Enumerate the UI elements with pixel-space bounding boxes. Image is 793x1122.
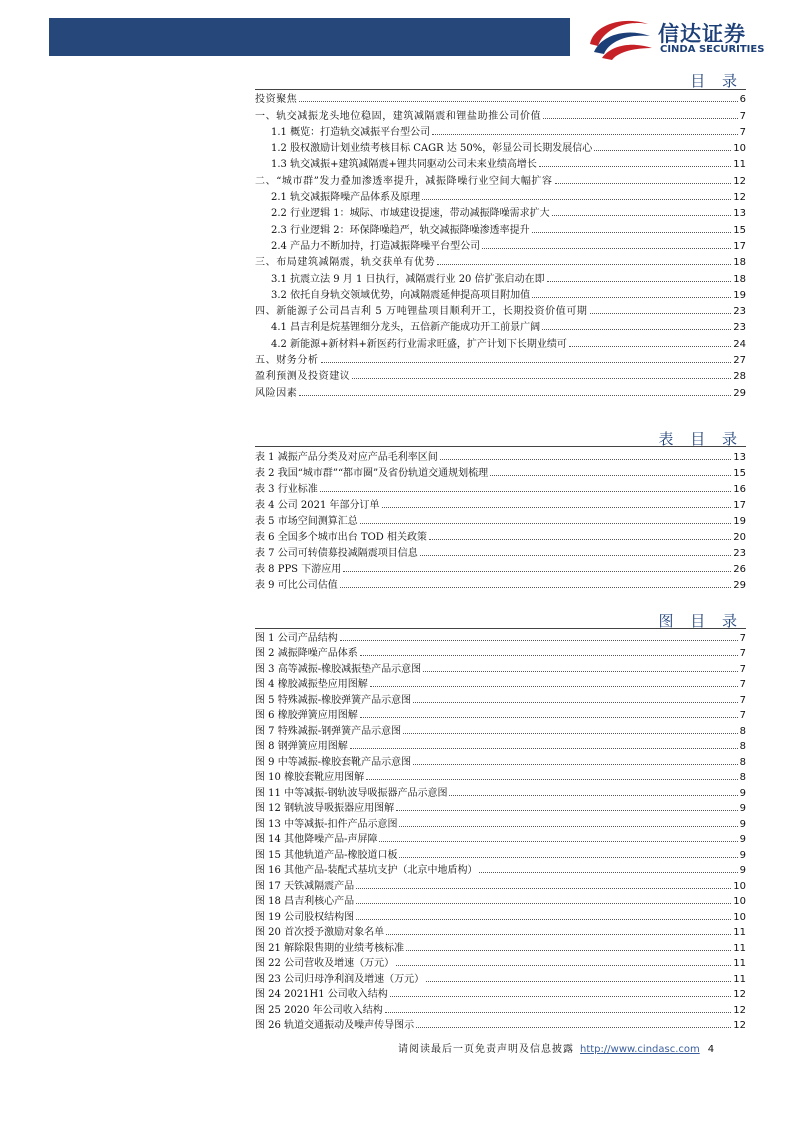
figure-entry-label: 图 16 其他产品-装配式基坑支护（北京中地盾构） xyxy=(255,865,478,876)
table-entry-page: 23 xyxy=(733,548,746,559)
table-entry-page: 29 xyxy=(733,580,746,591)
figure-entry-label: 图 8 钢弹簧应用图解 xyxy=(255,741,348,752)
toc-entry-page: 7 xyxy=(739,126,746,138)
figure-entry-page: 7 xyxy=(739,679,746,690)
toc-entry-label: 3.2 依托自身轨交领域优势，向减隔震延伸提高项目附加值 xyxy=(271,289,531,301)
toc-entry-label: 1.3 轨交减振+建筑减隔震+锂共同驱动公司未来业绩高增长 xyxy=(271,159,537,171)
figure-entry-page: 9 xyxy=(739,818,746,830)
toc-entry-page: 24 xyxy=(733,338,746,350)
table-entry-page: 16 xyxy=(733,484,746,495)
toc-entry-label: 二、“城市群”发力叠加渗透率提升，减振降噪行业空间大幅扩容 xyxy=(255,175,553,187)
dot-leader xyxy=(416,1027,731,1028)
figure-entry-page: 7 xyxy=(739,648,746,659)
toc-entry[interactable] xyxy=(255,219,746,235)
brand-name-cn: 信达证券 xyxy=(658,22,746,46)
table-entry[interactable] xyxy=(255,543,746,559)
figure-entry-label: 图 24 2021H1 公司收入结构 xyxy=(255,989,388,1000)
figure-entry-label: 图 20 首次授予激励对象名单 xyxy=(255,927,385,938)
dot-leader xyxy=(440,459,732,460)
toc-entry[interactable] xyxy=(255,89,746,105)
toc-entry-label: 1.1 概览：打造轨交减振平台型公司 xyxy=(271,126,431,138)
toc-entry-label: 投资聚焦 xyxy=(255,94,298,106)
figure-entry-label: 图 14 其他降噪产品-声屏障 xyxy=(255,834,378,845)
toc-entry-page: 17 xyxy=(733,240,746,252)
dot-leader xyxy=(370,686,738,687)
figure-entry-label: 图 4 橡胶减振垫应用图解 xyxy=(255,679,368,690)
dot-leader xyxy=(399,826,737,827)
table-index-title: 表 目 录 xyxy=(658,430,743,448)
toc-entry[interactable] xyxy=(255,236,746,252)
figure-entry[interactable] xyxy=(255,938,746,954)
table-entry-label: 表 7 公司可转债募投减隔震项目信息 xyxy=(255,548,418,559)
footer-website-link[interactable]: http://www.cindasc.com xyxy=(580,1044,700,1055)
figure-entry[interactable] xyxy=(255,1000,746,1016)
figure-entry-page: 10 xyxy=(733,880,746,892)
figure-entry-label: 图 17 天铁减隔震产品 xyxy=(255,880,355,892)
dot-leader xyxy=(590,313,732,314)
figure-entry[interactable] xyxy=(255,644,746,660)
page-footer xyxy=(398,1040,743,1055)
figure-entry[interactable] xyxy=(255,690,746,706)
dot-leader xyxy=(406,950,731,951)
figure-entry-page: 10 xyxy=(733,896,746,907)
figure-entry-page: 10 xyxy=(733,911,746,923)
figure-entry-page: 9 xyxy=(739,849,746,861)
figure-entry-label: 图 23 公司归母净利润及增速（万元） xyxy=(255,973,425,985)
figure-entry[interactable] xyxy=(255,783,746,799)
table-entry-label: 表 5 市场空间测算汇总 xyxy=(255,516,358,527)
table-entry-label: 表 9 可比公司估值 xyxy=(255,580,338,591)
figure-entry-label: 图 18 昌吉利核心产品 xyxy=(255,896,355,907)
toc-entry-label: 一、轨交减振龙头地位稳固，建筑减隔震和锂盐助推公司价值 xyxy=(255,110,542,122)
figure-entry-label: 图 10 橡胶套靴应用图解 xyxy=(255,772,365,783)
toc-entry-label: 3.1 抗震立法 9 月 1 日执行，减隔震行业 20 倍扩张启动在即 xyxy=(271,273,545,285)
dot-leader xyxy=(356,903,731,904)
toc-entry-label: 2.4 产品力不断加持，打造减振降噪平台型公司 xyxy=(271,240,481,252)
dot-leader xyxy=(482,248,731,249)
table-entry[interactable] xyxy=(255,559,746,575)
toc-title: 目 录 xyxy=(690,72,743,90)
toc-entry-page: 10 xyxy=(733,143,746,155)
dot-leader xyxy=(390,996,731,997)
toc-entry[interactable] xyxy=(255,252,746,268)
toc-list xyxy=(255,89,746,399)
page-number: 4 xyxy=(707,1044,715,1055)
figure-entry-page: 8 xyxy=(739,725,746,737)
dot-leader xyxy=(356,888,731,889)
toc-entry-page: 28 xyxy=(733,371,746,383)
toc-entry-page: 23 xyxy=(733,306,746,318)
toc-entry-page: 19 xyxy=(733,289,746,301)
toc-entry[interactable] xyxy=(255,333,746,349)
toc-entry-page: 15 xyxy=(733,224,746,236)
toc-entry-page: 29 xyxy=(733,387,746,399)
dot-leader xyxy=(437,264,731,265)
figure-entry-page: 7 xyxy=(739,694,746,706)
dot-leader xyxy=(420,555,732,556)
header-bar xyxy=(49,18,570,56)
figure-entry-label: 图 25 2020 年公司收入结构 xyxy=(255,1004,383,1016)
figure-entry-label: 图 3 高等减振-橡胶减振垫产品示意图 xyxy=(255,663,422,675)
table-entry-page: 17 xyxy=(733,500,746,511)
dot-leader xyxy=(532,232,732,233)
toc-entry[interactable] xyxy=(255,203,746,219)
dot-leader xyxy=(539,166,731,167)
toc-entry[interactable] xyxy=(255,317,746,333)
table-entry[interactable] xyxy=(255,463,746,479)
figure-entry-label: 图 19 公司股权结构图 xyxy=(255,911,355,923)
figure-entry-label: 图 22 公司营收及增速（万元） xyxy=(255,958,395,969)
figure-entry-page: 9 xyxy=(739,803,746,814)
dot-leader xyxy=(396,965,731,966)
figure-entry[interactable] xyxy=(255,737,746,753)
dot-leader xyxy=(423,671,738,672)
toc-entry-label: 五、财务分析 xyxy=(255,355,319,367)
toc-entry-page: 7 xyxy=(739,110,746,122)
toc-entry-page: 12 xyxy=(733,175,746,187)
dot-leader xyxy=(360,717,738,718)
toc-entry-label: 2.2 行业逻辑 1：城际、市域建设提速，带动减振降噪需求扩大 xyxy=(271,208,550,220)
figure-entry-page: 12 xyxy=(733,1020,746,1031)
dot-leader xyxy=(555,183,732,184)
toc-entry-page: 13 xyxy=(733,208,746,220)
figure-entry-page: 7 xyxy=(739,632,746,644)
figure-entry-label: 图 21 解除限售期的业绩考核标准 xyxy=(255,942,405,954)
figure-entry-page: 11 xyxy=(733,958,746,969)
dot-leader xyxy=(403,733,738,734)
figure-entry-label: 图 26 轨道交通振动及噪声传导图示 xyxy=(255,1020,415,1031)
dot-leader xyxy=(352,378,731,379)
dot-leader xyxy=(594,150,731,151)
dot-leader xyxy=(532,297,731,298)
figure-entry[interactable] xyxy=(255,1016,746,1032)
table-entry-label: 表 4 公司 2021 年部分订单 xyxy=(255,500,380,511)
toc-entry-page: 12 xyxy=(733,192,746,204)
figure-entry-page: 9 xyxy=(739,787,746,799)
figure-entry-page: 12 xyxy=(733,1004,746,1016)
dot-leader xyxy=(479,872,737,873)
table-entry[interactable] xyxy=(255,447,746,463)
toc-entry[interactable] xyxy=(255,105,746,121)
dot-leader xyxy=(386,934,731,935)
toc-entry[interactable] xyxy=(255,382,746,398)
dot-leader xyxy=(413,764,738,765)
dot-leader xyxy=(449,795,737,796)
figure-index-title: 图 目 录 xyxy=(658,612,743,630)
toc-entry-label: 1.2 股权激励计划业绩考核目标 CAGR 达 50%，彰显公司长期发展信心 xyxy=(271,143,593,155)
figure-entry[interactable] xyxy=(255,814,746,830)
company-logo xyxy=(584,14,784,62)
dot-leader xyxy=(426,981,731,982)
figure-entry[interactable] xyxy=(255,969,746,985)
toc-entry-page: 18 xyxy=(733,257,746,269)
dot-leader xyxy=(396,810,738,811)
toc-entry-label: 4.1 昌吉利是烷基锂细分龙头，五倍新产能成功开工前景广阔 xyxy=(271,322,541,334)
dot-leader xyxy=(350,748,738,749)
figure-entry[interactable] xyxy=(255,876,746,892)
table-entry-label: 表 3 行业标准 xyxy=(255,484,318,495)
toc-entry[interactable] xyxy=(255,301,746,317)
dot-leader xyxy=(299,395,731,396)
footer-disclaimer: 请阅读最后一页免责声明及信息披露 xyxy=(398,1044,574,1055)
table-entry[interactable] xyxy=(255,527,746,543)
toc-entry[interactable] xyxy=(255,268,746,284)
figure-entry[interactable] xyxy=(255,954,746,970)
table-entry[interactable] xyxy=(255,479,746,495)
toc-entry[interactable] xyxy=(255,138,746,154)
dot-leader xyxy=(379,841,737,842)
toc-entry-page: 27 xyxy=(733,355,746,367)
dot-leader xyxy=(413,702,738,703)
dot-leader xyxy=(429,539,731,540)
toc-entry-page: 23 xyxy=(733,322,746,334)
dot-leader xyxy=(399,857,737,858)
table-entry-page: 20 xyxy=(733,532,746,543)
dot-leader xyxy=(360,523,732,524)
table-entry-page: 19 xyxy=(733,516,746,527)
toc-entry-label: 2.3 行业逻辑 2：环保降噪趋严，轨交减振降噪渗透率提升 xyxy=(271,224,530,236)
toc-entry[interactable] xyxy=(255,154,746,170)
figure-entry[interactable] xyxy=(255,768,746,784)
figure-entry-page: 9 xyxy=(739,865,746,876)
dot-leader xyxy=(547,281,732,282)
toc-entry-page: 6 xyxy=(739,94,746,106)
figure-entry-label: 图 5 特殊减振-橡胶弹簧产品示意图 xyxy=(255,694,412,706)
figure-entry-label: 图 11 中等减振-钢轨波导吸振器产品示意图 xyxy=(255,787,448,799)
figure-entry-label: 图 12 钢轨波导吸振器应用图解 xyxy=(255,803,395,814)
toc-entry[interactable] xyxy=(255,187,746,203)
figure-entry-label: 图 15 其他轨道产品-橡胶道口板 xyxy=(255,849,398,861)
toc-entry-label: 2.1 轨交减振降噪产品体系及原理 xyxy=(271,192,421,204)
figure-entry-page: 8 xyxy=(739,741,746,752)
figure-entry[interactable] xyxy=(255,721,746,737)
brand-name-en: CINDA SECURITIES xyxy=(660,44,765,55)
toc-entry-label: 四、新能源子公司昌吉利 5 万吨锂盐项目顺利开工，长期投资价值可期 xyxy=(255,306,588,318)
dot-leader xyxy=(340,640,738,641)
table-entry-label: 表 8 PPS 下游应用 xyxy=(255,564,342,575)
figure-entry[interactable] xyxy=(255,675,746,691)
figure-entry-page: 8 xyxy=(739,772,746,783)
cinda-logo-icon xyxy=(584,14,658,62)
dot-leader xyxy=(382,507,732,508)
toc-entry-label: 风险因素 xyxy=(255,387,298,399)
toc-entry-label: 4.2 新能源+新材料+新医药行业需求旺盛，扩产计划下长期业绩可 xyxy=(271,338,567,350)
toc-entry[interactable] xyxy=(255,122,746,138)
figure-entry-label: 图 6 橡胶弹簧应用图解 xyxy=(255,710,358,721)
figure-entry-page: 7 xyxy=(739,663,746,675)
figure-entry[interactable] xyxy=(255,923,746,939)
table-entry[interactable] xyxy=(255,511,746,527)
figure-entry-page: 12 xyxy=(733,989,746,1000)
figure-entry-label: 图 9 中等减振-橡胶套靴产品示意图 xyxy=(255,756,412,768)
toc-entry[interactable] xyxy=(255,170,746,186)
figure-entry[interactable] xyxy=(255,845,746,861)
figure-entry[interactable] xyxy=(255,706,746,722)
toc-entry[interactable] xyxy=(255,350,746,366)
table-index-list xyxy=(255,447,746,591)
dot-leader xyxy=(356,919,731,920)
dot-leader xyxy=(569,346,731,347)
toc-entry[interactable] xyxy=(255,285,746,301)
figure-entry-page: 11 xyxy=(733,942,746,954)
dot-leader xyxy=(422,199,731,200)
toc-entry-page: 11 xyxy=(733,159,746,171)
toc-entry[interactable] xyxy=(255,366,746,382)
table-entry-label: 表 6 全国多个城市出台 TOD 相关政策 xyxy=(255,532,427,543)
figure-entry-page: 9 xyxy=(739,834,746,845)
dot-leader xyxy=(543,118,737,119)
figure-entry-label: 图 7 特殊减振-钢弹簧产品示意图 xyxy=(255,725,402,737)
dot-leader xyxy=(542,329,731,330)
dot-leader xyxy=(432,134,738,135)
table-entry[interactable] xyxy=(255,575,746,591)
figure-entry-page: 11 xyxy=(733,927,746,938)
dot-leader xyxy=(299,101,737,102)
dot-leader xyxy=(343,571,731,572)
toc-entry-label: 盈利预测及投资建议 xyxy=(255,371,351,383)
figure-entry[interactable] xyxy=(255,752,746,768)
figure-entry-label: 图 1 公司产品结构 xyxy=(255,632,338,644)
dot-leader xyxy=(490,475,731,476)
dot-leader xyxy=(366,779,738,780)
dot-leader xyxy=(385,1012,732,1013)
figure-entry[interactable] xyxy=(255,861,746,877)
figure-entry-label: 图 13 中等减振-扣件产品示意图 xyxy=(255,818,398,830)
dot-leader xyxy=(321,362,732,363)
figure-entry-label: 图 2 减振降噪产品体系 xyxy=(255,648,358,659)
dot-leader xyxy=(552,215,732,216)
table-entry-page: 26 xyxy=(733,564,746,575)
figure-entry-page: 7 xyxy=(739,710,746,721)
dot-leader xyxy=(320,491,732,492)
figure-entry-page: 8 xyxy=(739,756,746,768)
figure-entry[interactable] xyxy=(255,907,746,923)
table-entry[interactable] xyxy=(255,495,746,511)
dot-leader xyxy=(360,655,738,656)
table-entry-label: 表 2 我国“城市群”“都市圈”及省份轨道交通规划梳理 xyxy=(255,468,489,479)
toc-entry-page: 18 xyxy=(733,273,746,285)
figure-entry[interactable] xyxy=(255,659,746,675)
figure-entry-page: 11 xyxy=(733,973,746,985)
dot-leader xyxy=(340,587,732,588)
table-entry-label: 表 1 减振产品分类及对应产品毛利率区间 xyxy=(255,452,438,463)
figure-entry[interactable] xyxy=(255,830,746,846)
figure-index-list xyxy=(255,628,746,1031)
figure-entry[interactable] xyxy=(255,892,746,908)
figure-entry[interactable] xyxy=(255,985,746,1001)
figure-entry[interactable] xyxy=(255,799,746,815)
figure-entry[interactable] xyxy=(255,628,746,644)
toc-entry-label: 三、布局建筑减隔震，轨交获单有优势 xyxy=(255,257,436,269)
table-entry-page: 15 xyxy=(733,468,746,479)
table-entry-page: 13 xyxy=(733,452,746,463)
